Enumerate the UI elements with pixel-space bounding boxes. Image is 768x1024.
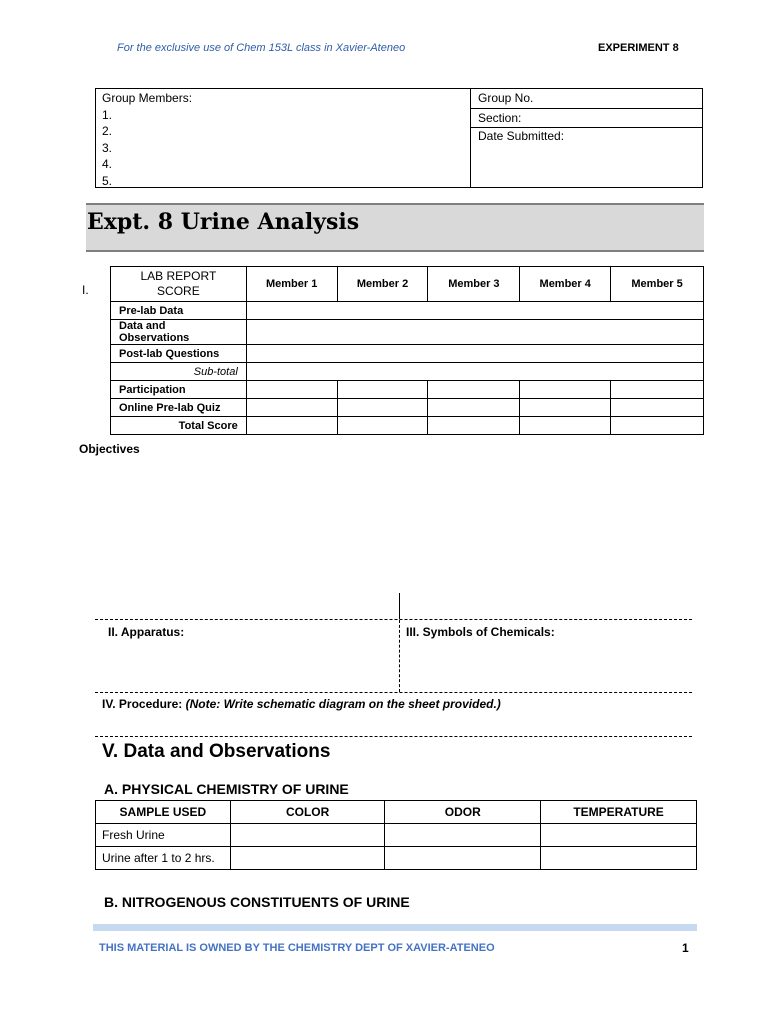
score-cell[interactable]: [428, 381, 520, 399]
divider-line: [399, 593, 400, 619]
observation-cell[interactable]: [230, 847, 385, 870]
header-experiment-label: EXPERIMENT 8: [598, 42, 679, 54]
row-label: Participation: [111, 381, 247, 399]
physical-chemistry-table: [95, 800, 697, 870]
row-label: Sub-total: [111, 363, 247, 381]
score-cell[interactable]: [246, 417, 337, 435]
table-row: [96, 824, 697, 847]
member-column-header: Member 1: [246, 267, 337, 302]
score-cell[interactable]: [611, 417, 704, 435]
table-row: [111, 267, 704, 302]
table-row: [111, 417, 704, 435]
column-header: TEMPERATURE: [541, 801, 697, 824]
table-row: [111, 399, 704, 417]
physical-chemistry-heading: A. PHYSICAL CHEMISTRY OF URINE: [104, 781, 349, 797]
score-cell[interactable]: [337, 399, 428, 417]
score-header-cell: LAB REPORT SCORE: [111, 267, 247, 302]
member-column-header: Member 3: [428, 267, 520, 302]
group-info-box: [95, 88, 703, 188]
date-submitted-label: Date Submitted:: [478, 129, 565, 143]
section-numeral-i: I.: [82, 283, 89, 297]
group-members-cell: [96, 89, 471, 187]
row-label: Post-lab Questions: [111, 345, 247, 363]
member-column-header: Member 2: [337, 267, 428, 302]
score-cell[interactable]: [246, 381, 337, 399]
score-cell[interactable]: [246, 399, 337, 417]
dashed-divider: [95, 736, 692, 737]
observation-cell[interactable]: [541, 824, 697, 847]
dashed-divider: [95, 619, 692, 620]
footer-bar: [93, 924, 697, 931]
table-row: [111, 345, 704, 363]
score-cell[interactable]: [520, 417, 611, 435]
column-header: COLOR: [230, 801, 385, 824]
row-label: Pre-lab Data: [111, 302, 247, 320]
table-row: [111, 363, 704, 381]
procedure-label: IV. Procedure: (Note: Write schematic diagram on the sheet provided.): [102, 697, 501, 711]
symbols-label: III. Symbols of Chemicals:: [406, 625, 555, 639]
table-row: [111, 302, 704, 320]
member-line: 5.: [102, 173, 113, 188]
table-row: [96, 847, 697, 870]
score-cell[interactable]: [428, 399, 520, 417]
column-header: ODOR: [385, 801, 541, 824]
divider-line: [399, 620, 400, 692]
column-header: SAMPLE USED: [96, 801, 231, 824]
row-label: Data and Observations: [111, 320, 247, 345]
row-label: Online Pre-lab Quiz: [111, 399, 247, 417]
observation-cell[interactable]: [385, 824, 541, 847]
table-row: [111, 320, 704, 345]
row-label: Urine after 1 to 2 hrs.: [96, 847, 231, 870]
group-members-label: Group Members:: [102, 91, 193, 105]
observation-cell[interactable]: [230, 824, 385, 847]
member-line: 1.: [102, 107, 113, 122]
member-line: 2.: [102, 124, 113, 139]
observation-cell[interactable]: [541, 847, 697, 870]
member-line: 3.: [102, 140, 113, 155]
member-line: 4.: [102, 157, 113, 172]
page-title: Expt. 8 Urine Analysis: [87, 209, 360, 235]
group-details-cell: [471, 89, 702, 187]
title-bar: [86, 203, 704, 252]
table-row: [111, 381, 704, 399]
section-label: Section:: [471, 109, 702, 128]
score-cell[interactable]: [246, 345, 703, 363]
score-cell[interactable]: [611, 381, 704, 399]
score-cell[interactable]: [246, 320, 703, 345]
score-cell[interactable]: [337, 381, 428, 399]
score-cell[interactable]: [246, 302, 703, 320]
group-no-label: Group No.: [471, 89, 702, 109]
score-cell[interactable]: [520, 381, 611, 399]
score-cell[interactable]: [611, 399, 704, 417]
table-row: [96, 801, 697, 824]
member-column-header: Member 4: [520, 267, 611, 302]
data-observations-heading: V. Data and Observations: [102, 741, 331, 762]
lab-report-score-table: [110, 266, 704, 435]
row-label: Total Score: [111, 417, 247, 435]
footer-ownership-text: THIS MATERIAL IS OWNED BY THE CHEMISTRY DEPT OF XAVIER-ATENEO: [99, 942, 495, 954]
page-number: 1: [682, 941, 689, 955]
procedure-note: (Note: Write schematic diagram on the sheet provided.): [185, 697, 501, 711]
header-class-note: For the exclusive use of Chem 153L class in Xavier-Ateneo: [117, 42, 406, 54]
nitrogenous-constituents-heading: B. NITROGENOUS CONSTITUENTS OF URINE: [104, 894, 410, 910]
score-cell[interactable]: [246, 363, 703, 381]
observation-cell[interactable]: [385, 847, 541, 870]
score-cell[interactable]: [428, 417, 520, 435]
dashed-divider: [95, 692, 692, 693]
apparatus-label: II. Apparatus:: [108, 625, 185, 639]
member-column-header: Member 5: [611, 267, 704, 302]
score-cell[interactable]: [520, 399, 611, 417]
objectives-label: Objectives: [79, 442, 140, 456]
row-label: Fresh Urine: [96, 824, 231, 847]
score-cell[interactable]: [337, 417, 428, 435]
